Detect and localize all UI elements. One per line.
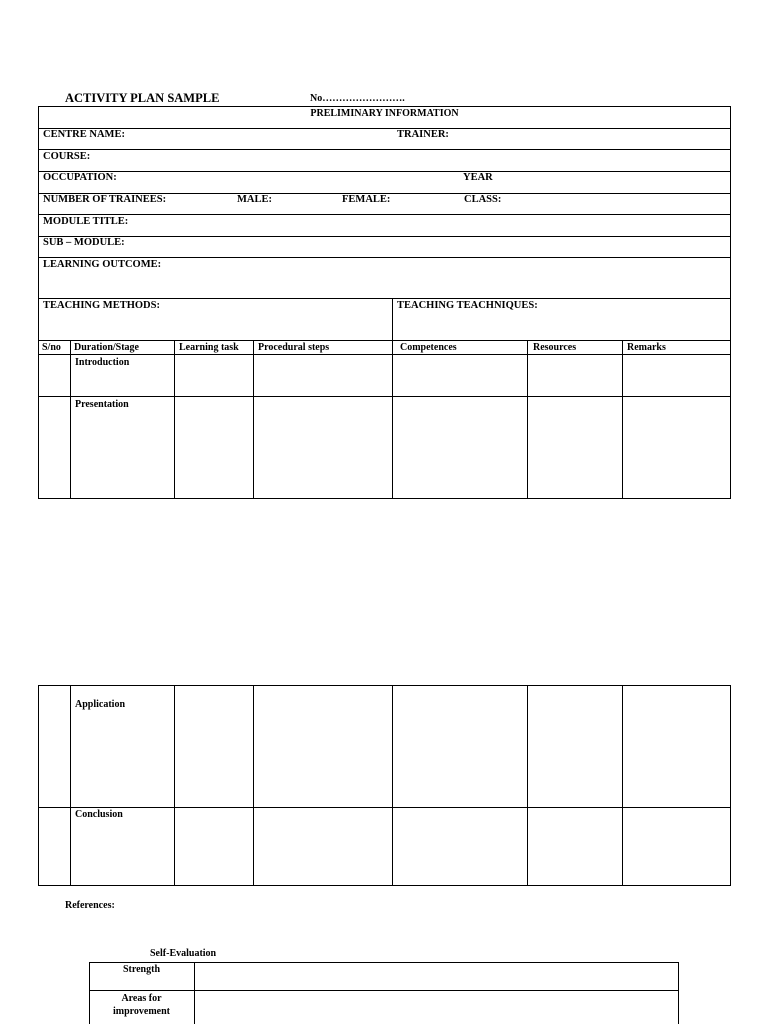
course-label: COURSE: [43,151,91,162]
module-title-label: MODULE TITLE: [43,216,129,227]
document-number-field[interactable]: No……………………. [310,93,405,104]
references-label: References: [65,900,115,911]
stage-conclusion: Conclusion [75,809,123,820]
occupation-label: OCCUPATION: [43,172,117,183]
column-header-resources: Resources [533,342,577,353]
self-evaluation-title: Self-Evaluation [150,948,217,959]
centre-name-label: CENTRE NAME: [43,129,125,140]
trainer-label: TRAINER: [397,129,449,140]
column-header-competences: Competences [400,342,457,353]
female-label: FEMALE: [342,194,391,205]
year-label: YEAR [463,172,493,183]
preliminary-info-heading: PRELIMINARY INFORMATION [310,108,459,119]
stage-application: Application [75,699,126,710]
number-of-trainees-label: NUMBER OF TRAINEES: [43,194,167,205]
male-label: MALE: [237,194,272,205]
self-evaluation-strength-label: Strength [122,964,161,975]
column-header-duration-stage: Duration/Stage [74,342,139,353]
sub-module-label: SUB – MODULE: [43,237,125,248]
document-title: ACTIVITY PLAN SAMPLE [65,91,220,105]
column-header-learning-task: Learning task [179,342,239,353]
teaching-methods-label: TEACHING METHODS: [43,300,160,311]
stage-presentation: Presentation [75,399,129,410]
column-header-remarks: Remarks [627,342,666,353]
column-header-procedural-steps: Procedural steps [258,342,330,353]
stage-introduction: Introduction [75,357,130,368]
class-label: CLASS: [464,194,502,205]
learning-outcome-label: LEARNING OUTCOME: [43,259,162,270]
teaching-techniques-label: TEACHING TEACHNIQUES: [397,300,538,311]
column-header-sno: S/no [42,342,61,353]
self-evaluation-improvement-label: Areas for improvement [112,993,171,1017]
